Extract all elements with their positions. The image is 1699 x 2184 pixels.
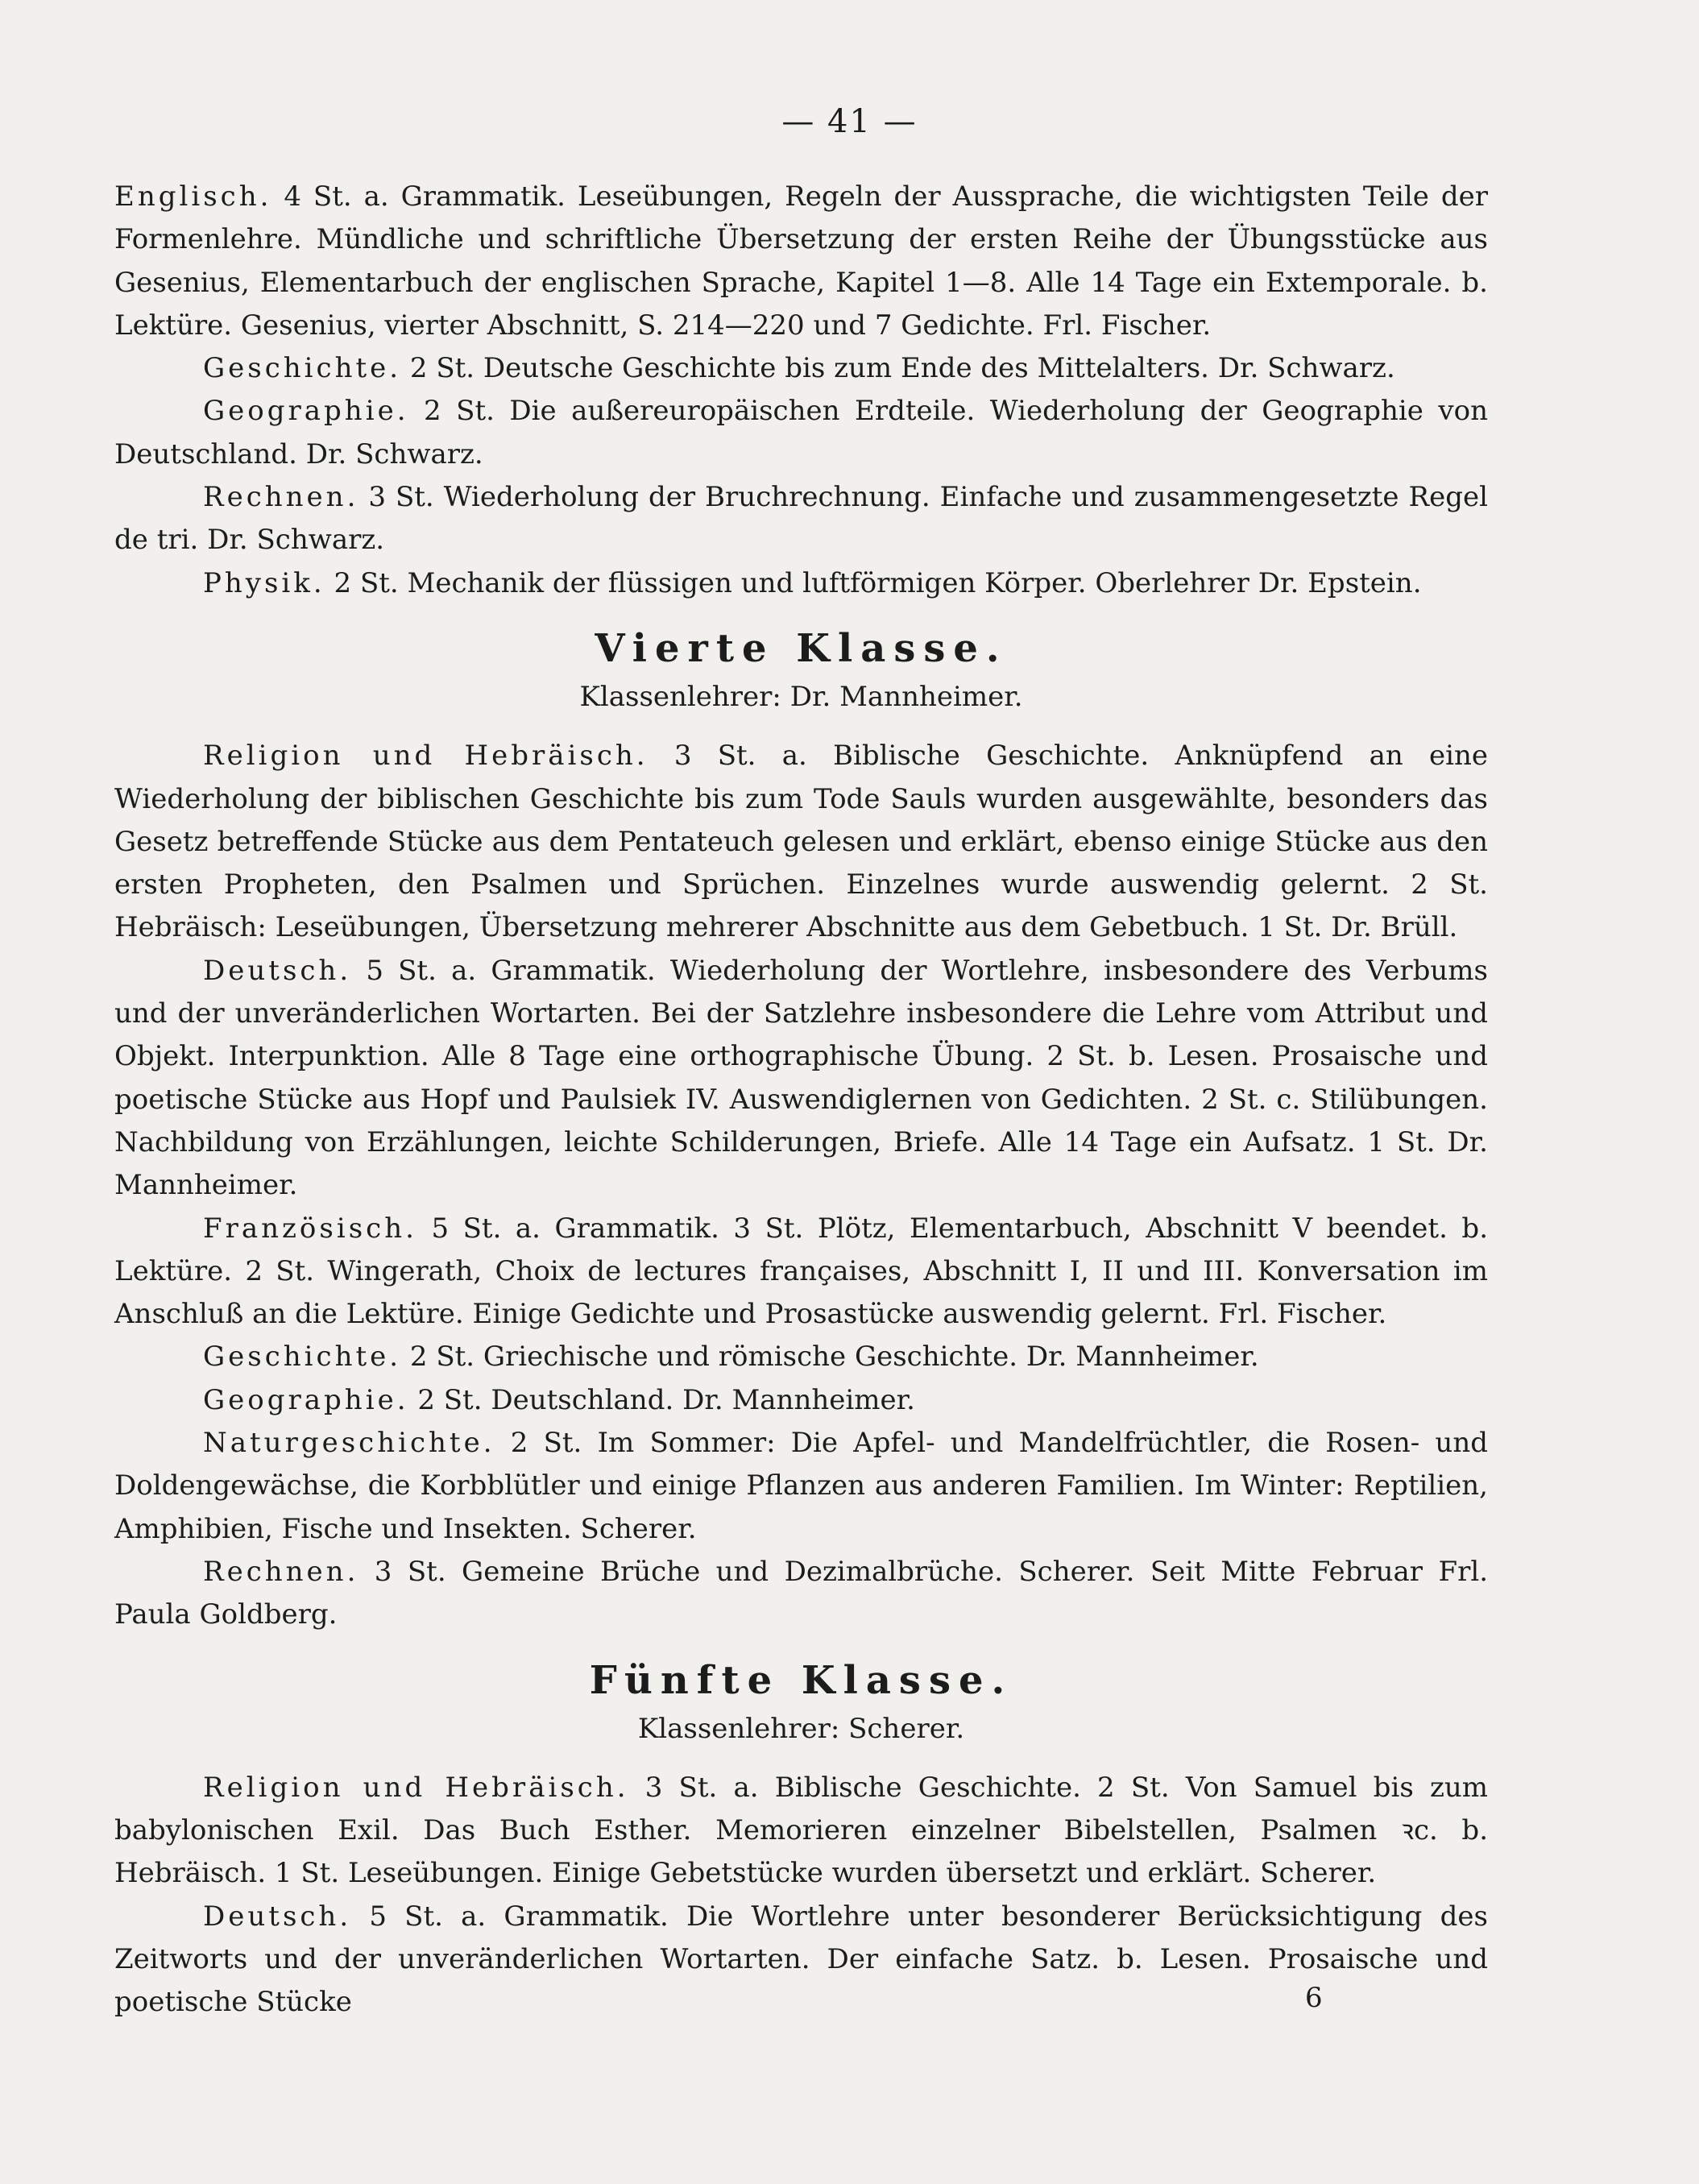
paragraph-text: 5 St. a. Grammatik. Die Wortlehre unter besonderer Berücksichtigung des Zeitworts und der unveränderlichen Wortarten. Der einfache Satz. b. Lesen. Prosaische und poetische Stücke: [114, 1900, 1488, 2019]
subject-label: Naturgeschichte.: [203, 1427, 495, 1460]
paragraph-geschichte-4: [114, 1336, 1488, 1378]
paragraph-geographie: [114, 390, 1488, 476]
paragraph-text: 2 St. Mechanik der flüssigen und luftförmigen Körper. Oberlehrer Dr. Epstein.: [325, 566, 1422, 599]
paragraph-text: 4 St. a. Grammatik. Leseübungen, Regeln der Aussprache, die wichtigsten Teile der Formenlehre. Mündliche und schriftliche Übersetzung der ersten Reihe der Übungsstücke aus Gesenius, Elementarbuch der englischen Sprache, Kapitel 1—8. Alle 14 Tage ein Extemporale. b. Lektüre. Gesenius, vierter Abschnitt, S. 214—220 und 7 Gedichte. Frl. Fischer.: [114, 180, 1488, 342]
paragraph-text: 3 St. Wiederholung der Bruchrechnung. Einfache und zusammengesetzte Regel de tri. Dr. Schwarz.: [114, 481, 1488, 557]
paragraph-text: 3 St. a. Biblische Geschichte. Anknüpfend an eine Wiederholung der biblischen Geschichte bis zum Tode Sauls wurden ausgewählte, besonders das Gesetz betreffende Stücke aus dem Pentateuch gelesen und erklärt, ebenso einige Stücke aus den ersten Propheten, den Psalmen und Sprüchen. Einzelnes wurde auswendig gelernt. 2 St. Hebräisch: Leseübungen, Übersetzung mehrerer Abschnitte aus dem Gebetbuch. 1 St. Dr. Brüll.: [114, 740, 1489, 944]
page-number: — 41 —: [781, 103, 918, 140]
paragraph-text: 2 St. Griechische und römische Geschichte. Dr. Mannheimer.: [401, 1341, 1259, 1374]
subject-label: Geschichte.: [203, 352, 402, 385]
subject-label: Religion und Hebräisch.: [203, 740, 649, 773]
paragraph-naturgeschichte-4: [114, 1422, 1488, 1551]
paragraph-religion-4: [114, 735, 1488, 949]
paragraph-text: 3 St. a. Biblische Geschichte. 2 St. Von Samuel bis zum babylonischen Exil. Das Buch Esther. Memorieren einzelner Bibelstellen, Psalmen ꝛc. b. Hebräisch. 1 St. Leseübungen. Einige Gebetstücke wurden übersetzt und erklärt. Scherer.: [114, 1771, 1488, 1890]
subject-label: Physik.: [203, 566, 325, 599]
subject-label: Geographie.: [203, 395, 409, 428]
subject-label: Rechnen.: [203, 1555, 359, 1588]
paragraph-religion-5: [114, 1767, 1488, 1896]
section-heading-class-4: Vierte Klasse.: [595, 625, 1008, 671]
subject-label: Französisch.: [203, 1212, 417, 1245]
paragraph-text: 2 St. Im Sommer: Die Apfel- und Mandelfrüchtler, die Rosen- und Doldengewächse, die Korbblütler und einige Pflanzen aus anderen Familien. Im Winter: Reptilien, Amphibien, Fische und Insekten. Scherer.: [114, 1427, 1488, 1545]
subject-label: Religion und Hebräisch.: [203, 1771, 629, 1804]
paragraph-franzoesisch-4: [114, 1208, 1488, 1337]
paragraph-geschichte: [114, 347, 1488, 390]
paragraph-rechnen: [114, 476, 1488, 562]
paragraph-text: 2 St. Deutschland. Dr. Mannheimer.: [408, 1383, 915, 1416]
section-heading-class-5: Fünfte Klasse.: [589, 1657, 1013, 1703]
subject-label: Rechnen.: [203, 481, 359, 514]
paragraph-text: 5 St. a. Grammatik. 3 St. Plötz, Elementarbuch, Abschnitt V beendet. b. Lektüre. 2 St. Wingerath, Choix de lectures françaises, Abschnitt I, II und III. Konversation im Anschluß an die Lektüre. Einige Gedichte und Prosastücke auswendig gelernt. Frl. Fischer.: [114, 1212, 1488, 1331]
paragraph-englisch: [114, 176, 1488, 347]
paragraph-text: 5 St. a. Grammatik. Wiederholung der Wortlehre, insbesondere des Verbums und der unveränderlichen Wortarten. Bei der Satzlehre insbesondere die Lehre vom Attribut und Objekt. Interpunktion. Alle 8 Tage eine orthographische Übung. 2 St. b. Lesen. Prosaische und poetische Stücke aus Hopf und Paulsiek IV. Auswendiglernen von Gedichten. 2 St. c. Stilübungen. Nachbildung von Erzählungen, leichte Schilderungen, Briefe. Alle 14 Tage ein Aufsatz. 1 St. Dr. Mannheimer.: [114, 954, 1488, 1202]
class-teacher-4: Klassenlehrer: Dr. Mannheimer.: [579, 680, 1023, 713]
paragraph-geographie-4: [114, 1379, 1488, 1422]
signature-mark: 6: [1305, 1982, 1323, 2014]
subject-label: Englisch.: [114, 180, 272, 213]
body-text: [114, 176, 1488, 2024]
paragraph-deutsch-4: [114, 950, 1488, 1208]
subject-label: Geographie.: [203, 1383, 409, 1416]
paragraph-text: 3 St. Gemeine Brüche und Dezimalbrüche. Scherer. Seit Mitte Februar Frl. Paula Goldberg.: [114, 1555, 1488, 1631]
subject-label: Deutsch.: [203, 954, 352, 987]
paragraph-physik: [114, 562, 1488, 605]
subject-label: Deutsch.: [203, 1900, 352, 1933]
paragraph-text: 2 St. Deutsche Geschichte bis zum Ende des Mittelalters. Dr. Schwarz.: [401, 352, 1395, 385]
subject-label: Geschichte.: [203, 1341, 402, 1374]
class-teacher-5: Klassenlehrer: Scherer.: [637, 1712, 965, 1745]
paragraph-text: 2 St. Die außereuropäischen Erdteile. Wiederholung der Geographie von Deutschland. Dr. Schwarz.: [114, 395, 1488, 470]
paragraph-deutsch-5: [114, 1896, 1488, 2024]
paragraph-rechnen-4: [114, 1551, 1488, 1637]
